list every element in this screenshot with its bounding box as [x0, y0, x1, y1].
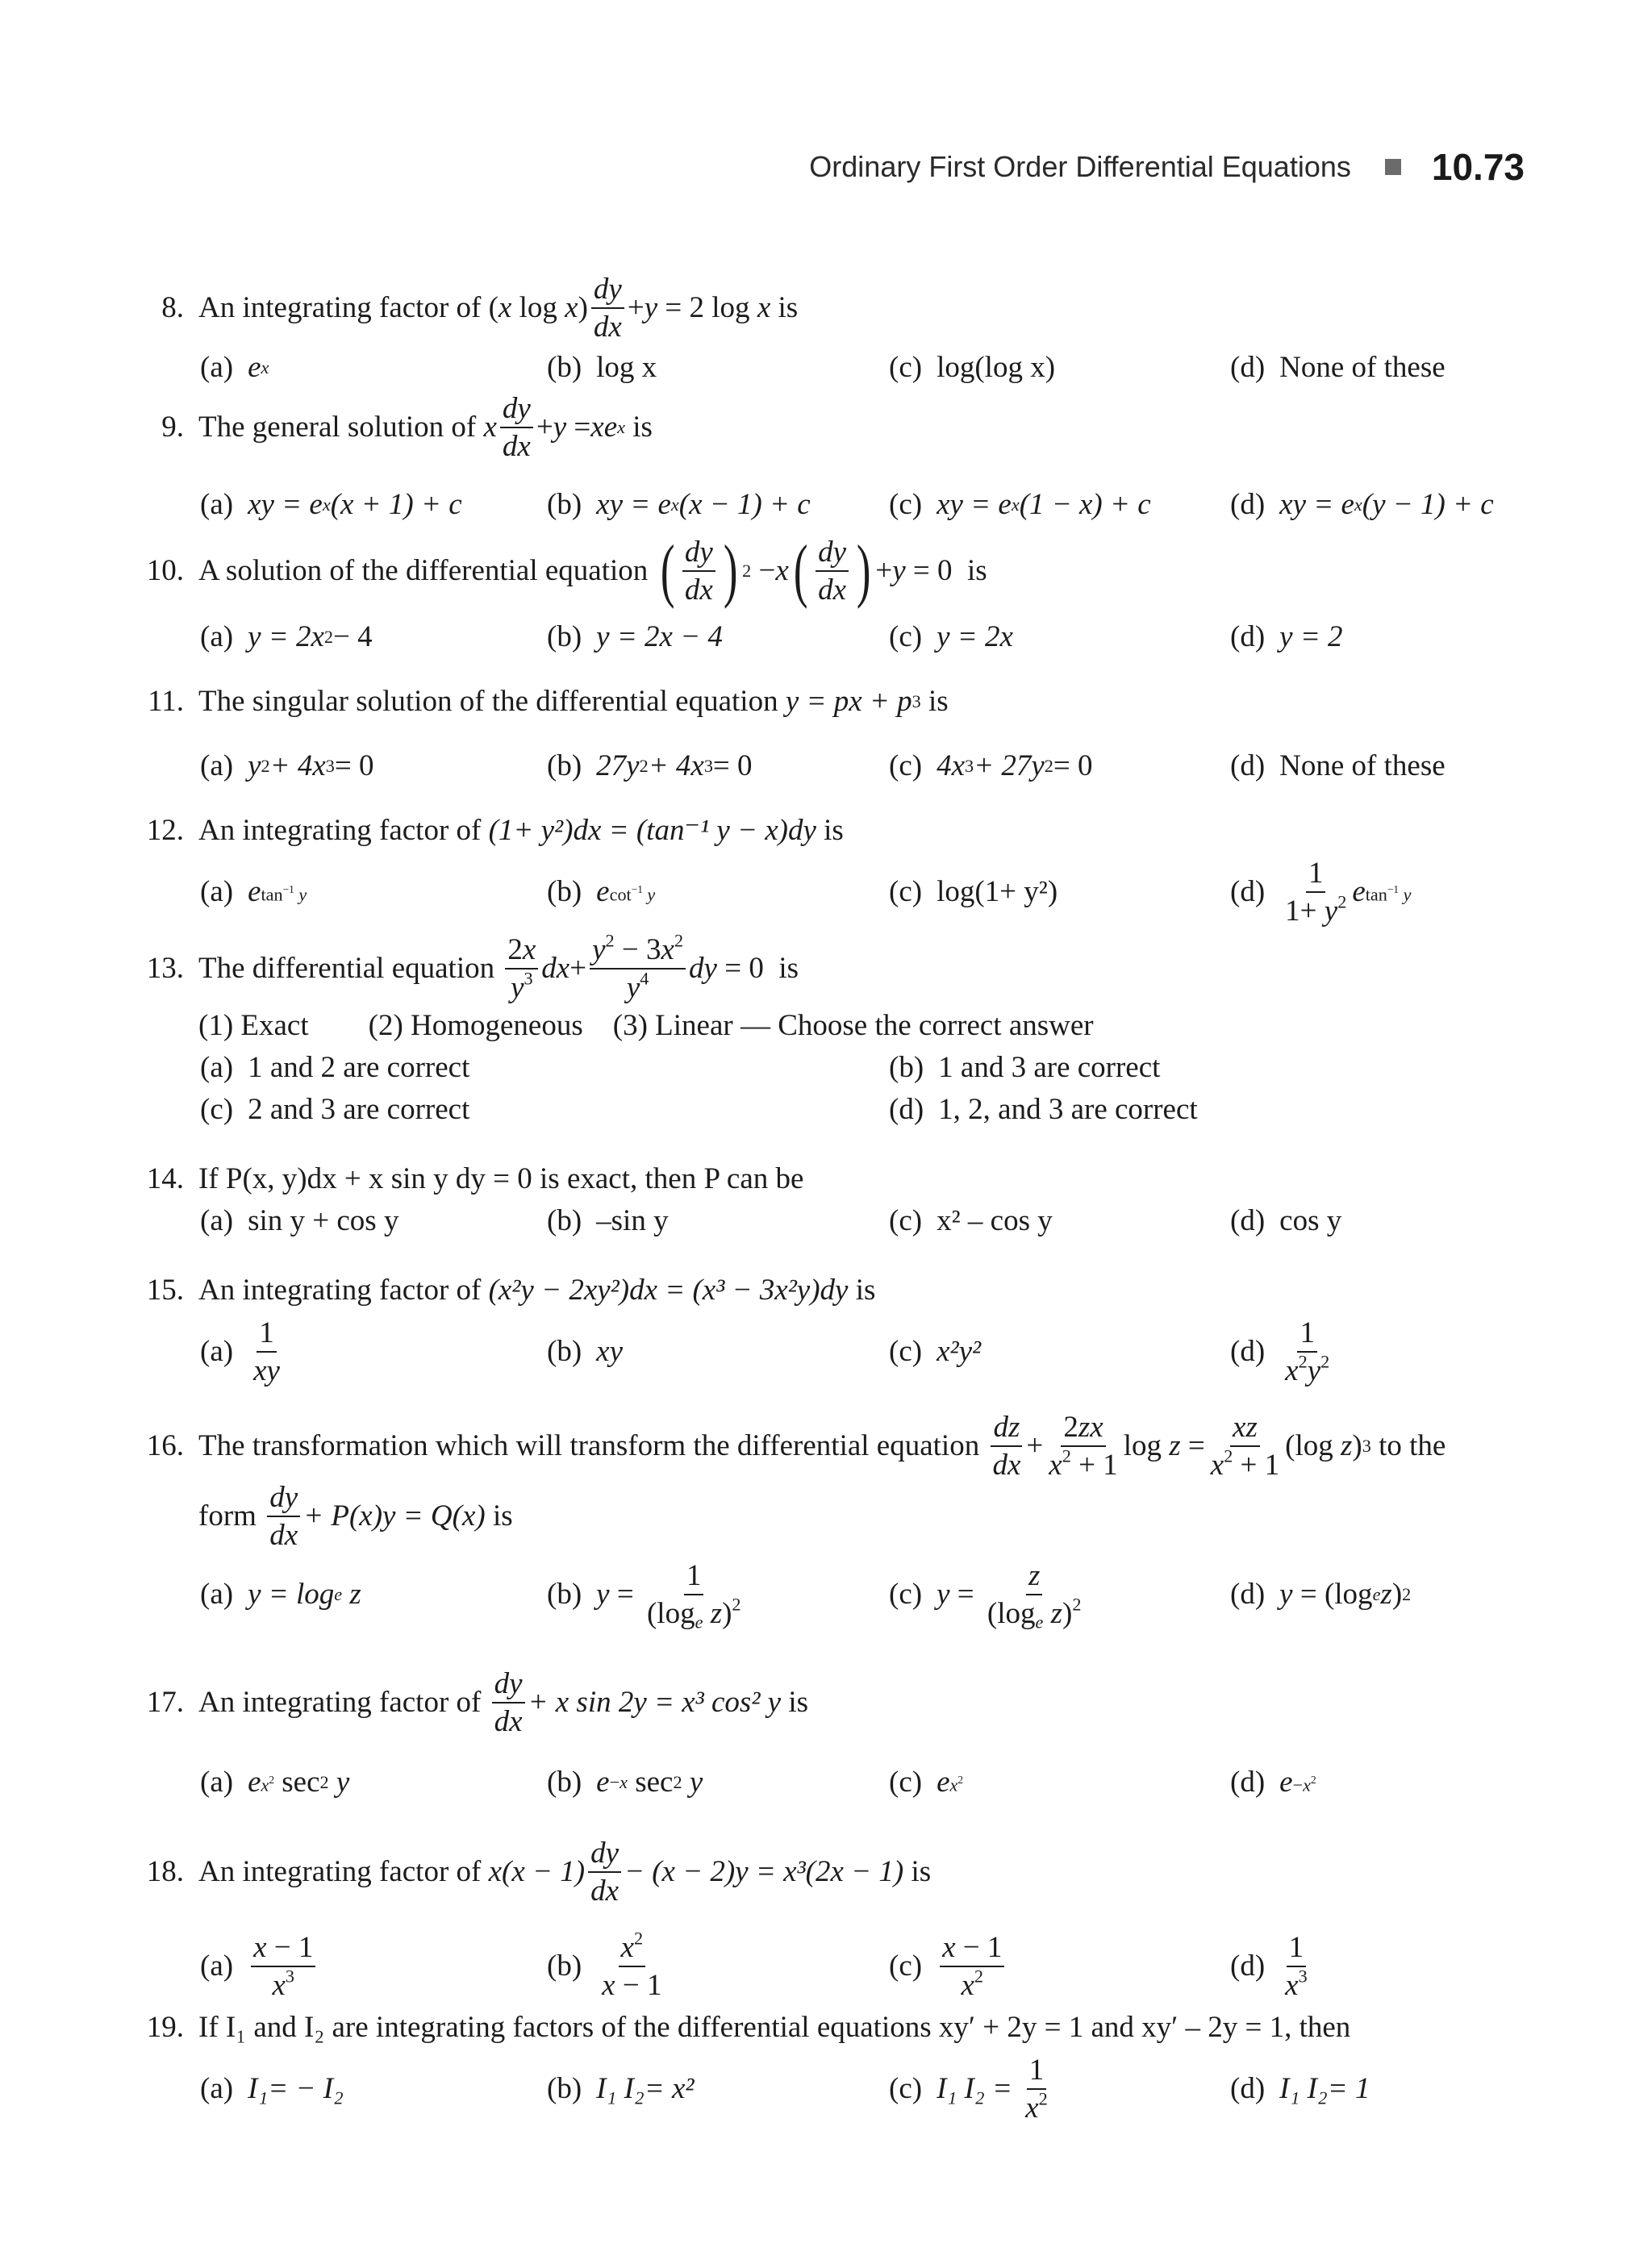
option-b[interactable]: (b) e −x sec 2 y: [547, 1766, 703, 1799]
question-number: 18.: [146, 1855, 184, 1888]
question-15: 15. An integrating factor of (x²y − 2xy²)dx = (x³ − 3x²y)dy is (a) $\frac{1}{xy}$ (b) xy (c) x²y² (d) $\frac{1}{x^2y^2}$: [137, 1270, 1533, 1392]
option-b[interactable]: (b) $\frac{x^2}{x - 1}$: [547, 1928, 662, 2002]
option-d[interactable]: (d) $\frac{1}{x^3}$: [1230, 1931, 1308, 2002]
option-d[interactable]: (d) y = (log e z ) 2: [1230, 1578, 1412, 1611]
option-c[interactable]: (c) 2 and 3 are correct: [200, 1093, 470, 1126]
option-c[interactable]: (c) y = $\frac{z}{(\log_e z)^2}$: [889, 1559, 1082, 1633]
option-b[interactable]: (b) I₁ I₂= x²: [547, 2072, 695, 2105]
option-b[interactable]: (b) 27y 2 + 4x 3 = 0: [547, 749, 753, 782]
question-number: 10.: [146, 554, 184, 587]
question-19: [137, 2007, 1533, 2129]
option-a[interactable]: (a) $\frac{x - 1}{x^3}$: [200, 1933, 319, 2000]
question-text: An integrating factor of: [198, 814, 482, 847]
options: [137, 342, 1533, 394]
question-12: 12. An integrating factor of (1+ y²)dx = (tan⁻¹ y − x)dy is (a) e $\tan^{-1} y$ (b) e $\cot^{-1} y$ (c) log(1+ y²) (d) $\frac{1}{1+ y^2}$ e $\tan^{-1} y$: [137, 810, 1533, 932]
options: [137, 1757, 1533, 1808]
question-14: [137, 1158, 1533, 1242]
question-text: An integrating factor of: [198, 1686, 482, 1719]
question-text: The general solution of: [198, 411, 477, 444]
fraction-dy-dx: $\frac{dy}{dx}$: [591, 274, 624, 342]
question-number: 13.: [146, 952, 184, 985]
question-number: 12.: [146, 814, 184, 847]
option-c[interactable]: (c) x² – cos y: [889, 1204, 1053, 1237]
question-number: 8.: [161, 291, 184, 324]
question-list: [137, 274, 1533, 2129]
question-13: 13. The differential equation $\frac{2x}{y^3}$ dx + $\frac{y^2 - 3x^2}{y^4}$ dy = 0 is (1) Exact (2) Homogeneous (3) Linear — Choose the correct answer (a) 1 and 2 are correct (b) 1 and 3 are correct (c) 2 and 3 are correct (d) 1, 2, and 3 are correct: [137, 932, 1533, 1131]
option-b[interactable]: (b) –sin y: [547, 1204, 669, 1237]
options: [137, 1926, 1533, 2007]
question-number: 9.: [161, 411, 184, 444]
option-d[interactable]: (d) cos y: [1230, 1204, 1342, 1237]
options: [137, 1047, 1533, 1089]
option-d[interactable]: (d) $\frac{1}{1+ y^2}$ e $\tan^{-1} y$: [1230, 857, 1412, 928]
option-c[interactable]: (c) log(log x): [889, 351, 1056, 384]
question-8: 8. An integrating factor of ( x log x ) $\frac{dy}{dx}$ + y = 2 log x is (a) e x (b) log x (c) log(log x) (d) None of these: [137, 274, 1533, 394]
option-b[interactable]: (b) xy = e x (x − 1) + c: [547, 488, 811, 521]
option-c[interactable]: (c) x²y²: [889, 1335, 982, 1368]
square-bullet-icon: [1385, 159, 1401, 175]
option-c[interactable]: (c) log(1+ y²): [889, 875, 1058, 908]
option-b[interactable]: (b) y = 2x − 4: [547, 620, 723, 653]
options: [137, 740, 1533, 792]
option-d[interactable]: (d) y = 2: [1230, 620, 1343, 653]
question-number: 15.: [146, 1274, 184, 1307]
option-b[interactable]: (b) xy: [547, 1335, 624, 1368]
question-text: The differential equation: [198, 952, 495, 985]
fraction-dy-dx: $\frac{dy}{dx}$: [500, 394, 533, 461]
option-b[interactable]: (b) 1 and 3 are correct: [889, 1051, 1161, 1084]
option-d[interactable]: (d) 1, 2, and 3 are correct: [889, 1093, 1198, 1126]
option-c[interactable]: (c) e $x^2$: [889, 1766, 964, 1799]
option-c[interactable]: (c) y = 2x: [889, 620, 1013, 653]
option-d[interactable]: (d) xy = e x (y − 1) + c: [1230, 488, 1494, 521]
question-text: A solution of the differential equation: [198, 554, 649, 587]
options: [137, 1200, 1533, 1242]
chapter-title: Ordinary First Order Differential Equations: [809, 150, 1351, 183]
question-text: If I₁ and I₂ are integrating factors of the differential equations xy′ + 2y = 1 and xy′ – 2y = 1, then: [198, 2011, 1351, 2044]
option-a[interactable]: (a) y = log e z: [200, 1578, 361, 1611]
option-a[interactable]: (a) y = 2x 2 − 4: [200, 620, 373, 653]
page-number: 10.73: [1431, 146, 1525, 188]
option-d[interactable]: (d) e $-x^2$: [1230, 1766, 1316, 1799]
options: [137, 1550, 1533, 1639]
options: [137, 2049, 1533, 2129]
question-subtext: (1) Exact (2) Homogeneous (3) Linear — Choose the correct answer: [198, 1009, 1094, 1042]
question-10: 10. A solution of the differential equation ( $\frac{dy}{dx}$ ) 2 − x ( $\frac{dy}{dx}$ ) + y = 0 is (a) y = 2x 2 − 4 (b) y = 2x − 4 (c) y = 2x (d) y = 2: [137, 531, 1533, 663]
option-c[interactable]: (c) $\frac{x - 1}{x^2}$: [889, 1933, 1007, 2000]
option-b[interactable]: (b) log x: [547, 351, 657, 384]
option-c[interactable]: (c) xy = e x (1 − x) + c: [889, 488, 1151, 521]
option-d[interactable]: (d) None of these: [1230, 351, 1446, 384]
option-d[interactable]: (d) None of these: [1230, 749, 1446, 782]
question-text: The transformation which will transform the differential equation: [198, 1429, 980, 1462]
option-a[interactable]: (a) y 2 + 4x 3 = 0: [200, 749, 374, 782]
option-d[interactable]: (d) I₁ I₂= 1: [1230, 2072, 1370, 2105]
options: [137, 479, 1533, 531]
option-a[interactable]: (a) I₁= − I₂: [200, 2072, 344, 2105]
option-a[interactable]: (a) e $\tan^{-1} y$: [200, 875, 307, 908]
question-text: An integrating factor of: [198, 1855, 482, 1888]
option-b[interactable]: (b) y = $\frac{1}{(\log_e z)^2}$: [547, 1559, 741, 1633]
question-number: 19.: [146, 2011, 184, 2044]
question-text: An integrating factor of: [198, 291, 482, 324]
question-text: If P(x, y)dx + x sin y dy = 0 is exact, then P can be: [198, 1162, 804, 1195]
question-11: 11. The singular solution of the differential equation y = px + p 3 is (a) y 2 + 4x 3 = 0 (b) 27y 2 + 4x 3 = 0 (c) 4x 3 + 27y 2 = 0 (d) None of these: [137, 681, 1533, 792]
question-9: 9. The general solution of x $\frac{dy}{dx}$ + y = xe x is (a) xy = e x (x + 1) + c (b) xy = e x (x − 1) + c (c) xy = e x (1 − x) + c (d) xy = e x (y − 1) + c: [137, 394, 1533, 531]
question-number: 17.: [146, 1686, 184, 1719]
option-d[interactable]: (d) $\frac{1}{x^2y^2}$: [1230, 1316, 1330, 1387]
options: [137, 1311, 1533, 1392]
question-18: 18. An integrating factor of x(x − 1) $\frac{dy}{dx}$ − (x − 2)y = x³(2x − 1) is (a) $\frac{x - 1}{x^3}$ (b) $\frac{x^2}{x - 1}$ (c) $\frac{x - 1}{x^2}$ (d) $\frac{1}{x^3}$: [137, 1836, 1533, 2007]
question-text: The singular solution of the differential equation: [198, 685, 778, 718]
option-a[interactable]: (a) xy = e x (x + 1) + c: [200, 488, 462, 521]
option-c[interactable]: (c) I₁ I₂ = $\frac{1}{x^2}$: [889, 2054, 1048, 2125]
option-a[interactable]: (a) sin y + cos y: [200, 1204, 399, 1237]
options: [137, 1089, 1533, 1131]
question-number: 14.: [146, 1162, 184, 1195]
question-text: An integrating factor of: [198, 1274, 482, 1307]
question-17: 17. An integrating factor of $\frac{dy}{dx}$ + x sin 2y = x³ cos² y is (a) e $x^2$ sec 2 y (b) e −x sec 2 y (c) e $x^2$ (d) e $-x^2$: [137, 1666, 1533, 1808]
option-a[interactable]: (a) e x: [200, 351, 269, 384]
option-b[interactable]: (b) e $\cot^{-1} y$: [547, 875, 656, 908]
running-header: [809, 145, 1525, 189]
option-c[interactable]: (c) 4x 3 + 27y 2 = 0: [889, 749, 1093, 782]
option-a[interactable]: (a) 1 and 2 are correct: [200, 1051, 470, 1084]
options: [137, 852, 1533, 932]
options: [137, 611, 1533, 663]
question-16: 16. The transformation which will transform the differential equation $\frac{dz}{dx}$ + $\frac{2zx}{x^2 + 1}$ log z = $\frac{xz}{x^2 + 1}$ (log z ) 3 to the form $\frac{dy}{dx}$ + P(x)y = Q(x) is (a) y = log e z (b) y = $\frac{1}{(\log_e z)^2}$ (c) y = $\frac{z}{(\log_e z)^2}$ (d) y = (log e z ) 2: [137, 1410, 1533, 1639]
option-a[interactable]: (a) e $x^2$ sec 2 y: [200, 1766, 350, 1799]
option-a[interactable]: (a) $\frac{1}{xy}$: [200, 1316, 280, 1387]
question-number: 16.: [146, 1429, 184, 1462]
question-number: 11.: [148, 685, 184, 718]
